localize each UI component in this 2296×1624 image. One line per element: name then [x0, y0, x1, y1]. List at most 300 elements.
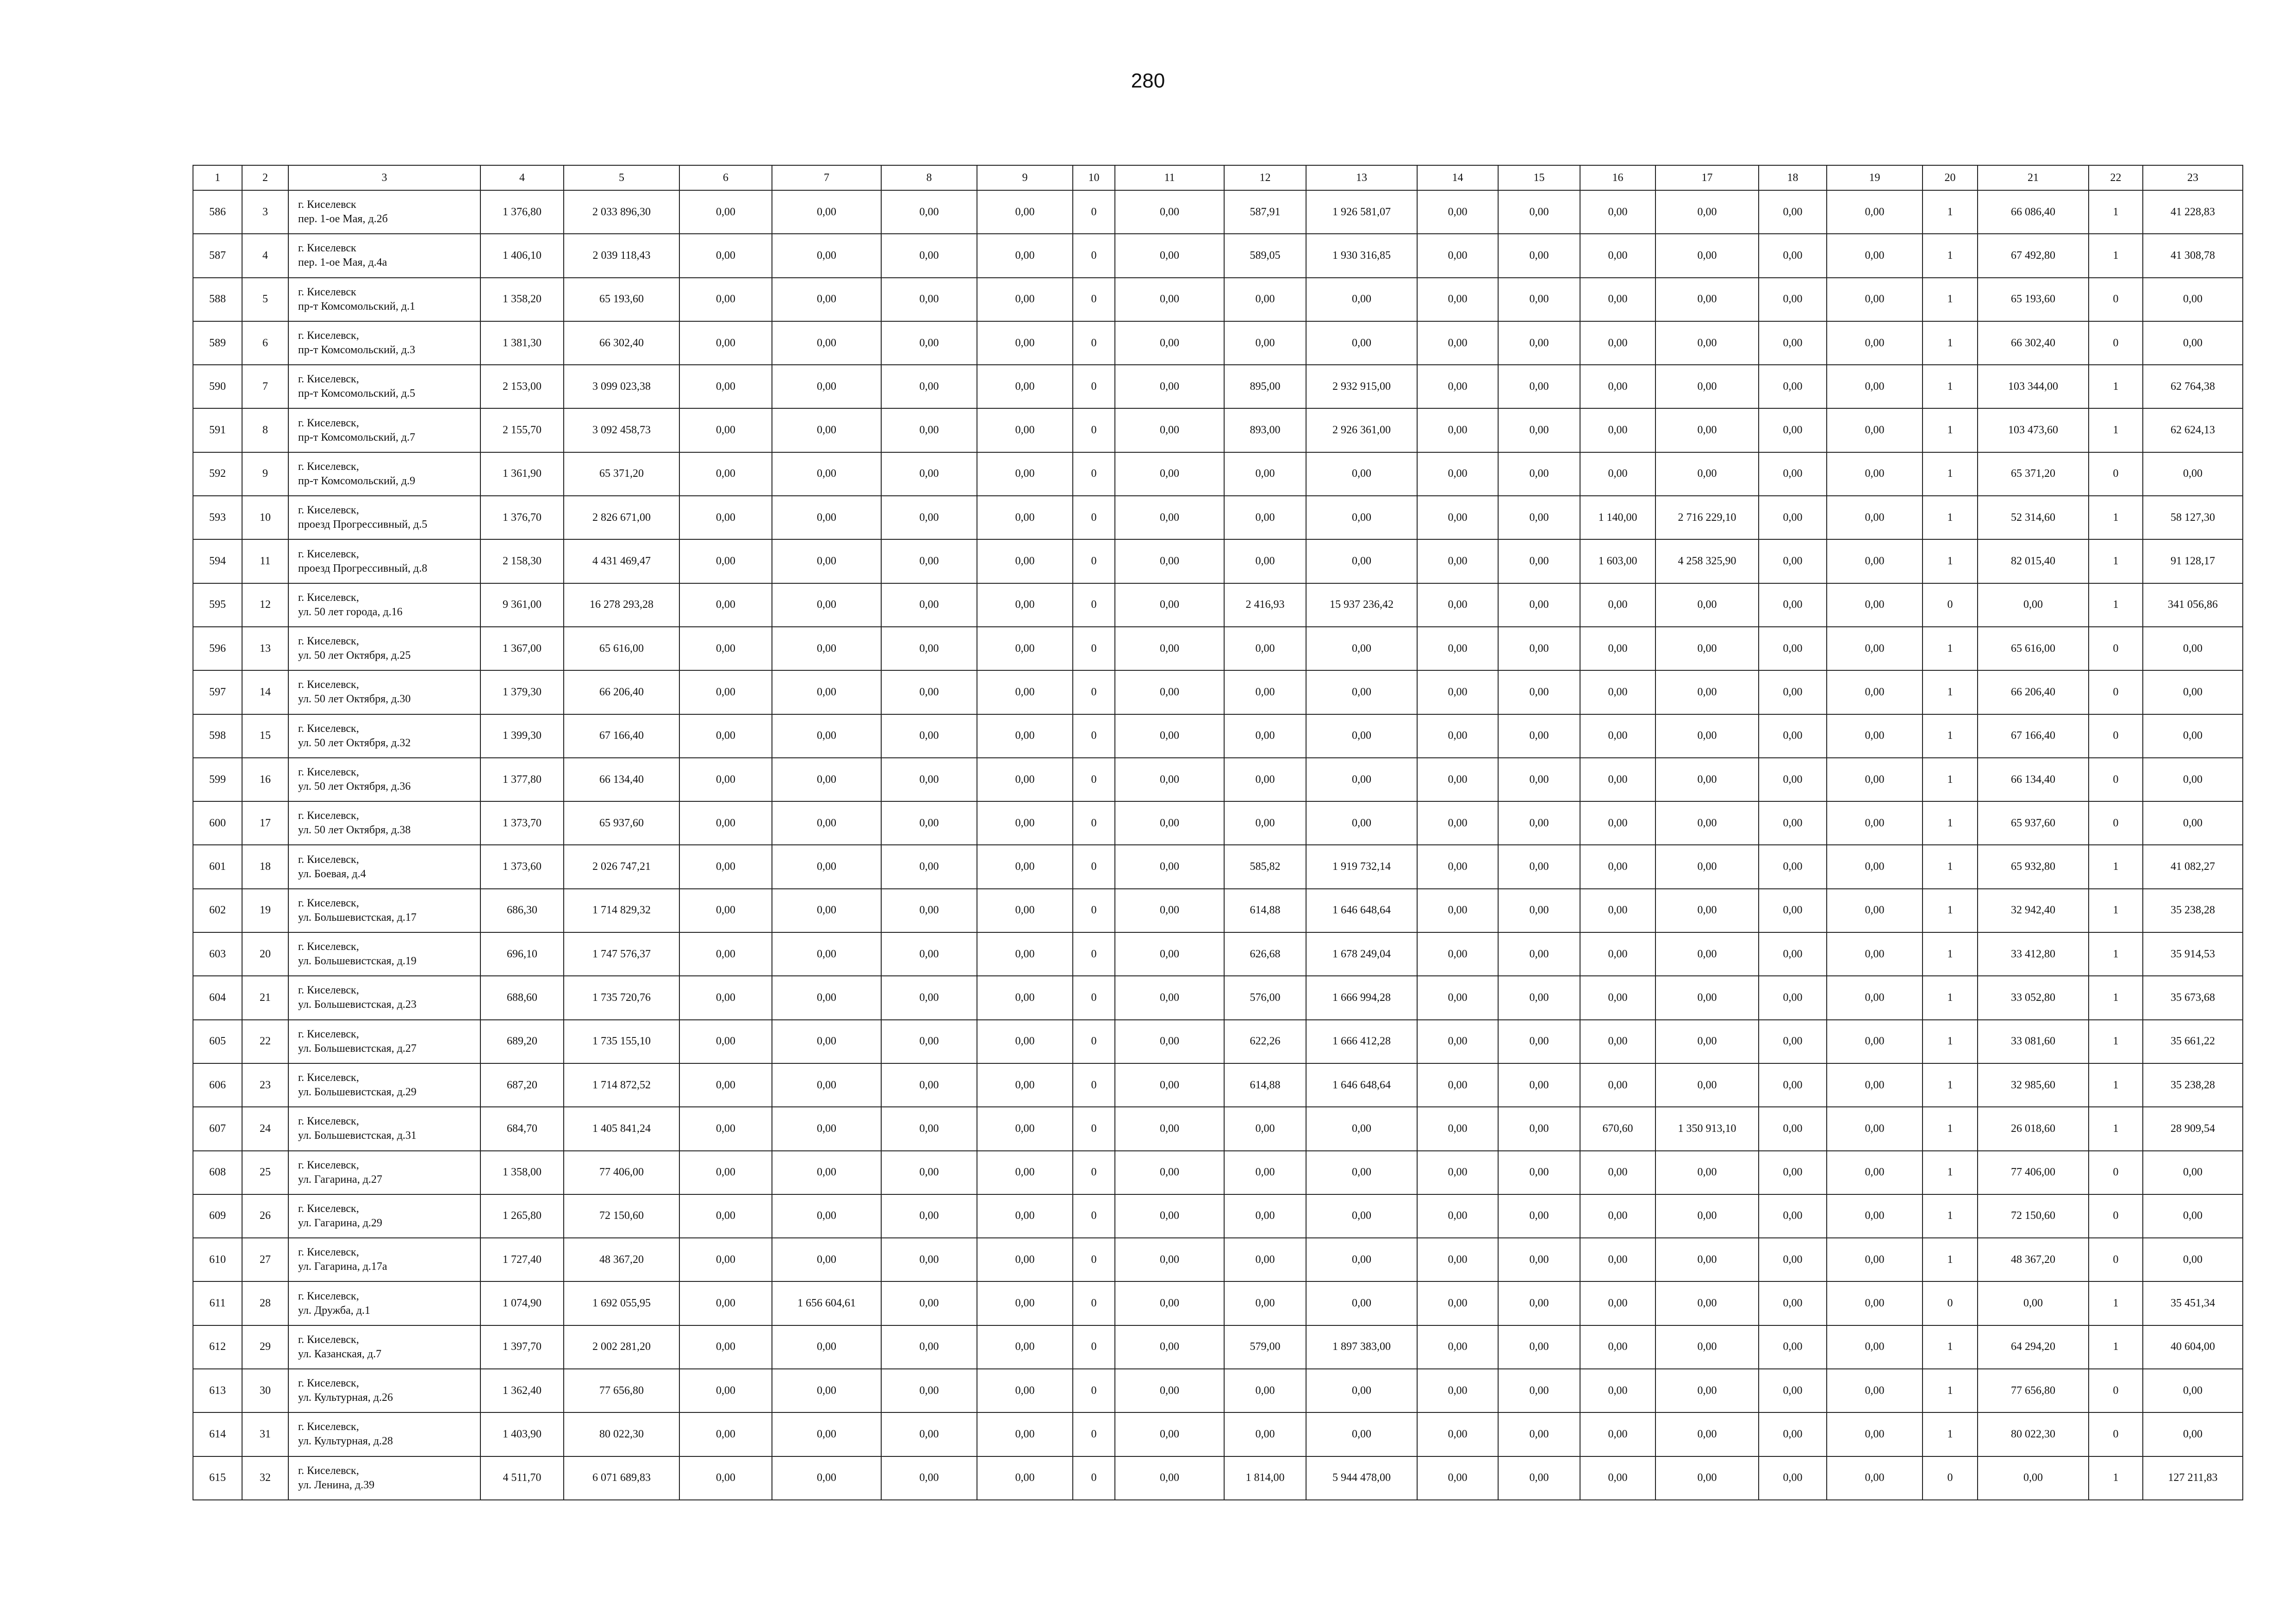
column-header: 7 — [772, 165, 881, 190]
table-cell: 0 — [1073, 670, 1115, 714]
table-cell: 0,00 — [1417, 801, 1498, 845]
table-cell: 0,00 — [1115, 976, 1224, 1019]
table-cell: 27 — [242, 1238, 288, 1281]
table-cell: 24 — [242, 1107, 288, 1150]
address-street: ул. 50 лет Октября, д.38 — [298, 824, 411, 837]
table-cell: 0,00 — [977, 758, 1073, 801]
table-cell: 0,00 — [1417, 714, 1498, 758]
table-cell: 3 — [242, 190, 288, 234]
table-cell: 1 397,70 — [480, 1325, 564, 1369]
table-cell: 0,00 — [1115, 365, 1224, 408]
table-cell: 586 — [193, 190, 242, 234]
table-cell: 1 377,80 — [480, 758, 564, 801]
table-cell: 0,00 — [1115, 496, 1224, 539]
table-cell: 0 — [1073, 1325, 1115, 1369]
table-cell: 0,00 — [1759, 278, 1827, 321]
table-cell: 1 — [1923, 190, 1978, 234]
table-cell: 0,00 — [772, 321, 881, 365]
table-cell: 2 926 361,00 — [1306, 408, 1417, 452]
table-cell: 0,00 — [1655, 1151, 1759, 1194]
table-cell: 0,00 — [2143, 801, 2243, 845]
table-cell: 1 656 604,61 — [772, 1281, 881, 1325]
table-cell: 588 — [193, 278, 242, 321]
table-cell: 1 714 829,32 — [564, 889, 679, 932]
table-row — [193, 1325, 2243, 1369]
table-cell: 0,00 — [881, 234, 977, 277]
table-cell: 0,00 — [772, 1151, 881, 1194]
table-cell: 0,00 — [1224, 801, 1306, 845]
table-cell: 28 — [242, 1281, 288, 1325]
table-cell: 0,00 — [1498, 452, 1580, 496]
table-cell: 0,00 — [977, 1281, 1073, 1325]
table-cell: 0,00 — [1306, 1151, 1417, 1194]
table-cell: 0,00 — [881, 976, 977, 1019]
table-cell: 66 206,40 — [564, 670, 679, 714]
table-cell: 0,00 — [1417, 234, 1498, 277]
table-cell: 0 — [1073, 1369, 1115, 1412]
table-cell: 31 — [242, 1412, 288, 1456]
table-cell: 0,00 — [1580, 889, 1655, 932]
table-cell: 0,00 — [881, 1281, 977, 1325]
table-cell: 0,00 — [1498, 1107, 1580, 1150]
table-cell: 0 — [1073, 1063, 1115, 1107]
table-cell: 0,00 — [977, 1020, 1073, 1063]
table-cell: 0,00 — [977, 234, 1073, 277]
table-cell: 35 238,28 — [2143, 1063, 2243, 1107]
table-cell: 0,00 — [1655, 932, 1759, 976]
address-city: г. Киселевск, — [298, 941, 359, 953]
table-cell: 0,00 — [1580, 1194, 1655, 1238]
table-cell: 608 — [193, 1151, 242, 1194]
table-cell: 0,00 — [881, 845, 977, 888]
table-cell: 0,00 — [772, 234, 881, 277]
table-cell: 0,00 — [1580, 1281, 1655, 1325]
table-cell: 0 — [2089, 627, 2143, 670]
table-cell: 0,00 — [1759, 539, 1827, 583]
table-cell: 0,00 — [1759, 1107, 1827, 1150]
table-cell: 0,00 — [1224, 539, 1306, 583]
table-cell: 0,00 — [2143, 1238, 2243, 1281]
table-cell: 0 — [2089, 1151, 2143, 1194]
table-cell: 0,00 — [679, 1325, 772, 1369]
address-cell — [288, 932, 480, 976]
table-cell: 0,00 — [1827, 1020, 1923, 1063]
table-cell: 2 153,00 — [480, 365, 564, 408]
table-cell: 591 — [193, 408, 242, 452]
address-city: г. Киселевск, — [298, 460, 359, 473]
table-cell: 6 — [242, 321, 288, 365]
address-city: г. Киселевск, — [298, 548, 359, 560]
table-cell: 603 — [193, 932, 242, 976]
table-cell: 67 166,40 — [564, 714, 679, 758]
table-cell: 30 — [242, 1369, 288, 1412]
table-cell: 1 897 383,00 — [1306, 1325, 1417, 1369]
table-cell: 2 932 915,00 — [1306, 365, 1417, 408]
table-cell: 1 — [1923, 1107, 1978, 1150]
table-cell: 689,20 — [480, 1020, 564, 1063]
table-cell: 0,00 — [1827, 452, 1923, 496]
address-cell — [288, 408, 480, 452]
table-cell: 0,00 — [881, 1369, 977, 1412]
table-cell: 1 350 913,10 — [1655, 1107, 1759, 1150]
table-cell: 0,00 — [1827, 234, 1923, 277]
column-header: 6 — [679, 165, 772, 190]
table-cell: 0,00 — [1827, 321, 1923, 365]
address-street: ул. Большевистская, д.29 — [298, 1086, 417, 1099]
table-cell: 0,00 — [1580, 278, 1655, 321]
table-cell: 0,00 — [1827, 1063, 1923, 1107]
table-cell: 0,00 — [1655, 1325, 1759, 1369]
table-cell: 82 015,40 — [1978, 539, 2089, 583]
address-city: г. Киселевск, — [298, 1202, 359, 1215]
table-cell: 16 — [242, 758, 288, 801]
column-header: 23 — [2143, 165, 2243, 190]
table-cell: 0,00 — [679, 1020, 772, 1063]
table-row — [193, 1238, 2243, 1281]
table-cell: 1 — [2089, 190, 2143, 234]
table-cell: 0,00 — [881, 1238, 977, 1281]
table-cell: 2 416,93 — [1224, 583, 1306, 627]
table-row — [193, 801, 2243, 845]
table-row — [193, 1456, 2243, 1500]
table-cell: 893,00 — [1224, 408, 1306, 452]
address-city: г. Киселевск, — [298, 679, 359, 691]
table-row — [193, 1063, 2243, 1107]
table-cell: 20 — [242, 932, 288, 976]
table-cell: 2 026 747,21 — [564, 845, 679, 888]
address-city: г. Киселевск, — [298, 897, 359, 909]
table-cell: 0,00 — [1759, 234, 1827, 277]
column-header: 10 — [1073, 165, 1115, 190]
table-cell: 0,00 — [1417, 1063, 1498, 1107]
table-cell: 32 — [242, 1456, 288, 1500]
table-cell: 0,00 — [1580, 932, 1655, 976]
table-cell: 0 — [2089, 670, 2143, 714]
table-cell: 15 — [242, 714, 288, 758]
address-city: г. Киселевск, — [298, 417, 359, 429]
table-cell: 614,88 — [1224, 889, 1306, 932]
address-cell — [288, 365, 480, 408]
table-cell: 6 071 689,83 — [564, 1456, 679, 1500]
table-cell: 0,00 — [1417, 539, 1498, 583]
address-cell — [288, 1456, 480, 1500]
table-cell: 0,00 — [1498, 278, 1580, 321]
table-row — [193, 889, 2243, 932]
table-cell: 18 — [242, 845, 288, 888]
table-cell: 604 — [193, 976, 242, 1019]
table-cell: 0,00 — [1759, 1063, 1827, 1107]
table-cell: 0,00 — [1224, 1151, 1306, 1194]
table-cell: 0,00 — [679, 1281, 772, 1325]
table-cell: 0,00 — [1759, 496, 1827, 539]
table-cell: 1 — [1923, 627, 1978, 670]
table-cell: 1 367,00 — [480, 627, 564, 670]
table-cell: 66 134,40 — [1978, 758, 2089, 801]
table-cell: 0,00 — [679, 627, 772, 670]
table-cell: 0,00 — [1759, 670, 1827, 714]
table-cell: 35 914,53 — [2143, 932, 2243, 976]
registry-table — [193, 165, 2243, 1500]
table-row — [193, 1281, 2243, 1325]
address-cell — [288, 321, 480, 365]
table-cell: 1 — [2089, 539, 2143, 583]
table-cell: 0,00 — [1655, 758, 1759, 801]
table-cell: 0,00 — [977, 583, 1073, 627]
table-cell: 0,00 — [772, 1456, 881, 1500]
table-cell: 0,00 — [977, 496, 1073, 539]
table-cell: 0,00 — [881, 496, 977, 539]
table-cell: 1 — [2089, 976, 2143, 1019]
address-street: ул. Ленина, д.39 — [298, 1479, 375, 1491]
table-cell: 0,00 — [1306, 627, 1417, 670]
table-cell: 0,00 — [679, 1238, 772, 1281]
table-cell: 0,00 — [772, 1412, 881, 1456]
table-row — [193, 278, 2243, 321]
address-cell — [288, 627, 480, 670]
table-cell: 0,00 — [1827, 932, 1923, 976]
address-street: ул. Гагарина, д.29 — [298, 1217, 382, 1229]
column-header: 11 — [1115, 165, 1224, 190]
table-cell: 0,00 — [1759, 408, 1827, 452]
table-cell: 1 919 732,14 — [1306, 845, 1417, 888]
table-cell: 0 — [1073, 627, 1115, 670]
table-cell: 341 056,86 — [2143, 583, 2243, 627]
table-cell: 0,00 — [1827, 1369, 1923, 1412]
table-cell: 0,00 — [1115, 1194, 1224, 1238]
table-cell: 0,00 — [1580, 408, 1655, 452]
table-cell: 33 412,80 — [1978, 932, 2089, 976]
table-cell: 1 — [1923, 932, 1978, 976]
table-cell: 0,00 — [1759, 1151, 1827, 1194]
table-cell: 601 — [193, 845, 242, 888]
table-cell: 0,00 — [1498, 539, 1580, 583]
address-cell — [288, 758, 480, 801]
column-header: 20 — [1923, 165, 1978, 190]
address-street: ул. 50 лет Октября, д.30 — [298, 693, 411, 706]
table-cell: 0,00 — [1417, 190, 1498, 234]
table-cell: 0 — [1073, 1107, 1115, 1150]
table-cell: 0,00 — [772, 1369, 881, 1412]
table-cell: 35 238,28 — [2143, 889, 2243, 932]
table-row — [193, 496, 2243, 539]
table-cell: 41 308,78 — [2143, 234, 2243, 277]
table-cell: 0,00 — [1498, 1020, 1580, 1063]
table-cell: 0,00 — [977, 321, 1073, 365]
address-street: пр-т Комсомольский, д.1 — [298, 300, 416, 312]
table-row — [193, 976, 2243, 1019]
table-cell: 610 — [193, 1238, 242, 1281]
table-cell: 5 — [242, 278, 288, 321]
table-cell: 8 — [242, 408, 288, 452]
table-cell: 52 314,60 — [1978, 496, 2089, 539]
table-cell: 593 — [193, 496, 242, 539]
table-cell: 0 — [1073, 496, 1115, 539]
table-cell: 605 — [193, 1020, 242, 1063]
table-cell: 0,00 — [1115, 1020, 1224, 1063]
table-cell: 0,00 — [1498, 496, 1580, 539]
table-cell: 0,00 — [679, 496, 772, 539]
table-cell: 0,00 — [1759, 190, 1827, 234]
table-cell: 1 — [1923, 452, 1978, 496]
table-cell: 1 — [1923, 408, 1978, 452]
table-cell: 0,00 — [1978, 583, 2089, 627]
table-cell: 1 361,90 — [480, 452, 564, 496]
table-cell: 1 — [1923, 234, 1978, 277]
table-cell: 0,00 — [881, 1325, 977, 1369]
table-cell: 1 399,30 — [480, 714, 564, 758]
table-cell: 0 — [2089, 452, 2143, 496]
address-cell — [288, 889, 480, 932]
table-cell: 0,00 — [1417, 1107, 1498, 1150]
table-row — [193, 321, 2243, 365]
table-cell: 0,00 — [1417, 1194, 1498, 1238]
table-cell: 589,05 — [1224, 234, 1306, 277]
table-cell: 0,00 — [1827, 845, 1923, 888]
table-cell: 0 — [1073, 408, 1115, 452]
table-cell: 0,00 — [1224, 321, 1306, 365]
table-cell: 0,00 — [1759, 365, 1827, 408]
table-cell: 0,00 — [1655, 190, 1759, 234]
table-cell: 0,00 — [1224, 496, 1306, 539]
table-cell: 0,00 — [1498, 1412, 1580, 1456]
table-cell: 0,00 — [1306, 278, 1417, 321]
table-cell: 0,00 — [2143, 1369, 2243, 1412]
table-cell: 1 — [1923, 1325, 1978, 1369]
table-cell: 0,00 — [1655, 365, 1759, 408]
table-cell: 0 — [1073, 976, 1115, 1019]
table-cell: 127 211,83 — [2143, 1456, 2243, 1500]
table-cell: 1 603,00 — [1580, 539, 1655, 583]
address-cell — [288, 845, 480, 888]
table-cell: 0 — [2089, 1238, 2143, 1281]
table-cell: 0,00 — [1498, 1063, 1580, 1107]
table-cell: 611 — [193, 1281, 242, 1325]
table-cell: 0,00 — [881, 1151, 977, 1194]
table-cell: 602 — [193, 889, 242, 932]
column-header: 17 — [1655, 165, 1759, 190]
table-cell: 0,00 — [1115, 583, 1224, 627]
table-cell: 1 — [2089, 408, 2143, 452]
table-cell: 0,00 — [1306, 1281, 1417, 1325]
table-cell: 0,00 — [977, 190, 1073, 234]
table-cell: 0,00 — [881, 1063, 977, 1107]
table-cell: 0,00 — [1827, 714, 1923, 758]
table-cell: 0,00 — [1827, 1194, 1923, 1238]
table-cell: 0,00 — [1498, 1281, 1580, 1325]
table-cell: 1 926 581,07 — [1306, 190, 1417, 234]
table-cell: 1 140,00 — [1580, 496, 1655, 539]
table-cell: 0 — [1073, 1194, 1115, 1238]
table-cell: 0,00 — [772, 408, 881, 452]
table-cell: 0,00 — [881, 1412, 977, 1456]
table-cell: 9 361,00 — [480, 583, 564, 627]
table-cell: 0 — [2089, 1412, 2143, 1456]
table-cell: 598 — [193, 714, 242, 758]
table-cell: 1 666 412,28 — [1306, 1020, 1417, 1063]
table-cell: 1 735 155,10 — [564, 1020, 679, 1063]
table-cell: 0,00 — [1115, 1456, 1224, 1500]
table-cell: 0,00 — [679, 1063, 772, 1107]
table-cell: 0,00 — [679, 1412, 772, 1456]
table-cell: 32 942,40 — [1978, 889, 2089, 932]
table-row — [193, 670, 2243, 714]
table-cell: 0,00 — [679, 278, 772, 321]
table-cell: 0,00 — [1224, 1281, 1306, 1325]
table-cell: 21 — [242, 976, 288, 1019]
table-cell: 0,00 — [772, 365, 881, 408]
table-cell: 0,00 — [1759, 1369, 1827, 1412]
table-cell: 13 — [242, 627, 288, 670]
table-cell: 0,00 — [772, 1107, 881, 1150]
table-cell: 0,00 — [1580, 452, 1655, 496]
address-street: проезд Прогрессивный, д.5 — [298, 518, 428, 531]
table-cell: 0,00 — [1417, 321, 1498, 365]
table-cell: 0,00 — [1417, 452, 1498, 496]
address-city: г. Киселевск — [298, 199, 356, 211]
table-cell: 0,00 — [1417, 1369, 1498, 1412]
table-cell: 0,00 — [1115, 1151, 1224, 1194]
address-city: г. Киселевск, — [298, 1464, 359, 1477]
table-cell: 2 039 118,43 — [564, 234, 679, 277]
table-cell: 0,00 — [1498, 1151, 1580, 1194]
table-cell: 0 — [2089, 801, 2143, 845]
table-cell: 1 406,10 — [480, 234, 564, 277]
address-city: г. Киселевск, — [298, 853, 359, 866]
table-cell: 0,00 — [977, 976, 1073, 1019]
table-cell: 2 155,70 — [480, 408, 564, 452]
table-cell: 0 — [1073, 932, 1115, 976]
table-cell: 0,00 — [772, 583, 881, 627]
table-row — [193, 1020, 2243, 1063]
table-cell: 0,00 — [679, 1107, 772, 1150]
table-cell: 0 — [1073, 539, 1115, 583]
table-cell: 0,00 — [1498, 1194, 1580, 1238]
table-cell: 0,00 — [1827, 627, 1923, 670]
table-cell: 26 — [242, 1194, 288, 1238]
table-row — [193, 932, 2243, 976]
column-header: 3 — [288, 165, 480, 190]
table-cell: 1 — [2089, 932, 2143, 976]
address-street: ул. 50 лет города, д.16 — [298, 606, 403, 618]
table-cell: 0 — [1073, 1281, 1115, 1325]
table-cell: 0,00 — [977, 627, 1073, 670]
table-cell: 609 — [193, 1194, 242, 1238]
table-cell: 606 — [193, 1063, 242, 1107]
table-cell: 0,00 — [1224, 1107, 1306, 1150]
table-cell: 17 — [242, 801, 288, 845]
column-header: 14 — [1417, 165, 1498, 190]
table-cell: 0,00 — [1759, 583, 1827, 627]
table-cell: 0,00 — [1827, 365, 1923, 408]
address-city: г. Киселевск, — [298, 635, 359, 648]
table-cell: 103 344,00 — [1978, 365, 2089, 408]
table-cell: 0,00 — [1417, 278, 1498, 321]
table-cell: 0,00 — [1498, 627, 1580, 670]
table-cell: 0,00 — [2143, 321, 2243, 365]
table-cell: 0,00 — [1224, 627, 1306, 670]
table-cell: 0,00 — [772, 1020, 881, 1063]
address-cell — [288, 1194, 480, 1238]
table-cell: 0,00 — [1115, 452, 1224, 496]
table-row — [193, 408, 2243, 452]
table-cell: 25 — [242, 1151, 288, 1194]
table-cell: 0,00 — [679, 1456, 772, 1500]
table-cell: 2 002 281,20 — [564, 1325, 679, 1369]
column-header: 9 — [977, 165, 1073, 190]
table-cell: 1 — [1923, 976, 1978, 1019]
table-cell: 0,00 — [679, 889, 772, 932]
table-cell: 0,00 — [1827, 1107, 1923, 1150]
